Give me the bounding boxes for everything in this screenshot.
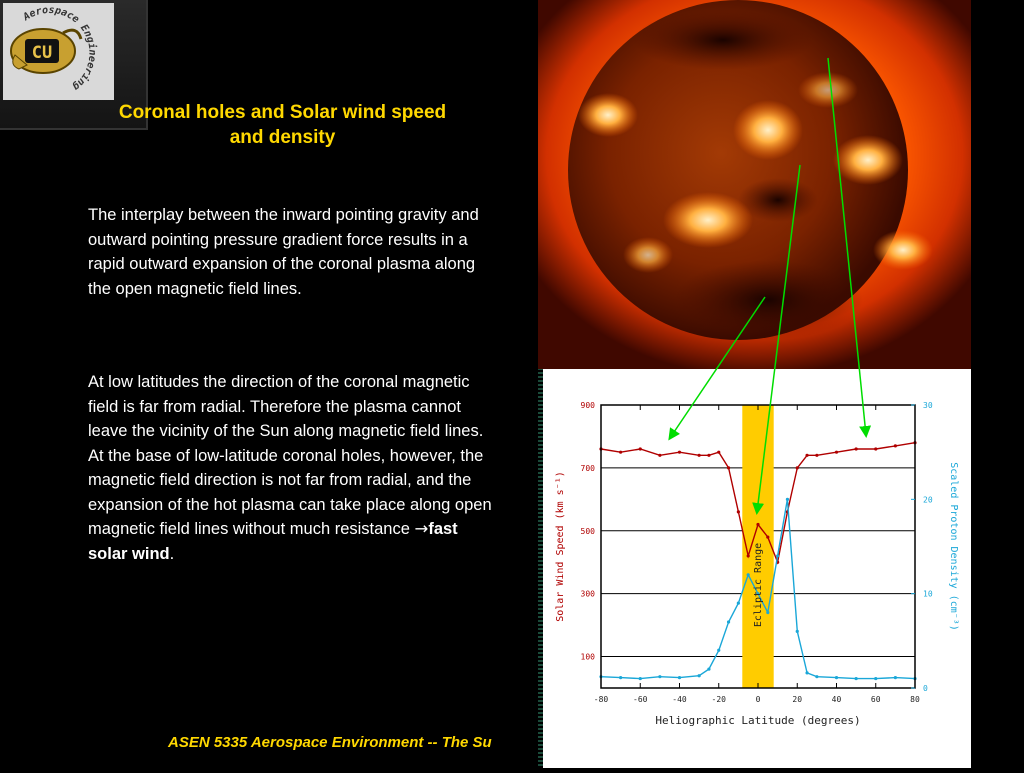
speed-point [747, 554, 750, 557]
density-point [776, 554, 779, 557]
speed-point [658, 454, 661, 457]
sun-disk-picture [538, 0, 971, 369]
x-tick-label: 80 [910, 695, 920, 704]
x-tick-label: 40 [831, 695, 842, 704]
density-point [707, 668, 710, 671]
speed-point [796, 466, 799, 469]
density-point [894, 676, 897, 679]
paragraph-gravity-pressure: The interplay between the inward pointing gravity and outward pointing pressure gradient force results in a rapid outward expansion of the coronal plasma along the open magnetic field lines. [88, 206, 479, 298]
y-tick-right-label: 0 [923, 684, 928, 693]
density-point [805, 671, 808, 674]
density-point [835, 676, 838, 679]
speed-point [874, 447, 877, 450]
density-point [619, 676, 622, 679]
density-point [796, 630, 799, 633]
density-point [678, 676, 681, 679]
x-axis-label: Heliographic Latitude (degrees) [655, 714, 861, 727]
speed-point [619, 451, 622, 454]
speed-point [894, 444, 897, 447]
y-tick-left-label: 300 [580, 589, 595, 599]
buffalo-logo-icon [3, 3, 114, 100]
paragraph-low-latitude-text: At low latitudes the direction of the coronal magnetic field is far from radial. Therefore the plasma cannot leave the vicinity of the Sun along magnetic field lines. At the base of low-latitude coronal holes, however, the magnetic field direction is not far from radial, and the expansion of the hot plasma can take place along open magnetic field lines without much resistance [88, 373, 492, 538]
x-tick-label: -20 [711, 695, 726, 704]
density-point [737, 602, 740, 605]
sun-xray-image [538, 0, 971, 369]
density-point [658, 675, 661, 678]
x-tick-label: 0 [755, 695, 761, 704]
x-tick-label: -40 [672, 695, 687, 704]
slide-title: Coronal holes and Solar wind speed and density [118, 102, 447, 148]
density-point [727, 620, 730, 623]
paragraph-low-latitude [88, 370, 493, 566]
density-point [639, 677, 642, 680]
svg-text:CU: CU [31, 43, 53, 63]
speed-point [815, 454, 818, 457]
solar-wind-chart [543, 369, 971, 768]
speed-point [707, 454, 710, 457]
density-point [874, 677, 877, 680]
y-tick-left-label: 900 [580, 401, 595, 410]
y-tick-left-label: 100 [580, 652, 595, 662]
x-tick-label: 60 [870, 695, 881, 704]
speed-point [756, 523, 759, 526]
density-point [855, 677, 858, 680]
speed-point [805, 454, 808, 457]
cu-aerospace-logo [3, 3, 114, 100]
speed-point [678, 451, 681, 454]
density-point [747, 573, 750, 576]
y-tick-left-label: 700 [580, 463, 595, 473]
speed-point [717, 451, 720, 454]
x-tick-label: 20 [792, 695, 803, 704]
density-point [698, 674, 701, 677]
y-tick-right-label: 30 [923, 401, 933, 410]
speed-point [835, 451, 838, 454]
y-axis-right-label: Scaled Proton Density (cm⁻³) [948, 462, 959, 631]
density-point [815, 675, 818, 678]
y-tick-right-label: 10 [923, 589, 933, 599]
density-point [786, 498, 789, 501]
y-axis-left-label: Solar Wind Speed (km s⁻¹) [555, 471, 566, 622]
svg-text:Aerospace Engineering: Aerospace Engineering [21, 4, 98, 93]
y-tick-left-label: 500 [580, 526, 595, 536]
speed-point [855, 447, 858, 450]
arrow-right-icon: → [414, 519, 429, 538]
speed-point [766, 535, 769, 538]
x-tick-label: -80 [593, 695, 609, 704]
speed-point [737, 510, 740, 513]
chart-svg [543, 369, 971, 768]
speed-point [727, 466, 730, 469]
speed-point [639, 447, 642, 450]
speed-point [698, 454, 701, 457]
fast-solar-wind-term: fast solar wind [88, 520, 458, 563]
density-point [717, 649, 720, 652]
density-point [766, 611, 769, 614]
x-tick-label: -60 [633, 695, 648, 704]
paragraph-low-latitude-end: . [169, 544, 175, 563]
course-footer: ASEN 5335 Aerospace Environment -- The Su [168, 734, 492, 751]
y-tick-right-label: 20 [923, 495, 933, 505]
ecliptic-range-label: Ecliptic Range [753, 542, 764, 628]
